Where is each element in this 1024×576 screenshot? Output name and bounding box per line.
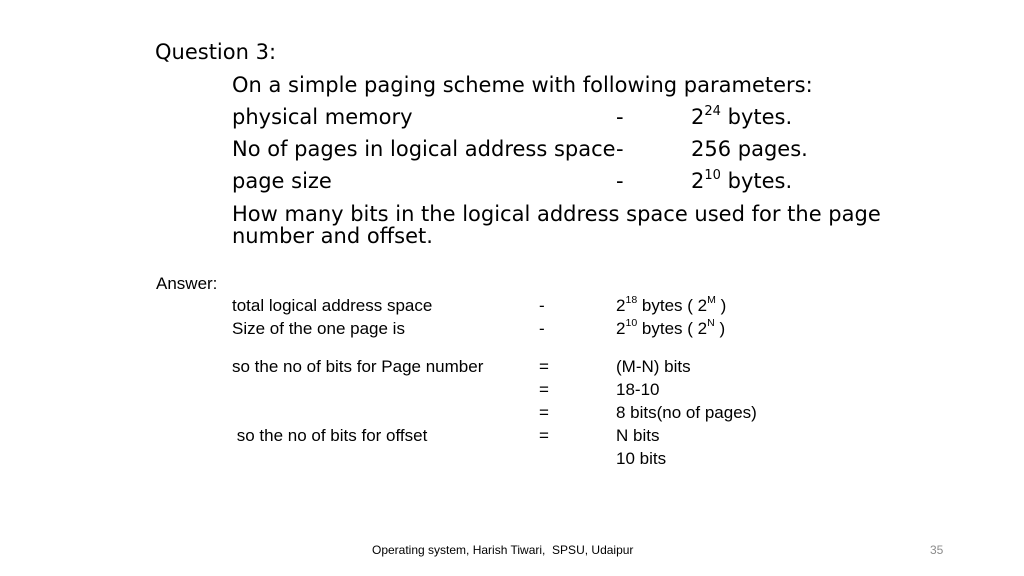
param-label-pages: No of pages in logical address space bbox=[232, 137, 616, 161]
step-value: 10 bits bbox=[616, 449, 667, 468]
page-number: 35 bbox=[930, 543, 944, 557]
step-label-page-number: so the no of bits for Page number bbox=[232, 357, 484, 376]
param-dash: - bbox=[616, 105, 624, 129]
step-label-offset: so the no of bits for offset bbox=[232, 426, 428, 445]
question-ask-line2: number and offset. bbox=[232, 224, 433, 248]
question-intro: On a simple paging scheme with following parameters: bbox=[232, 73, 813, 97]
step-op: = bbox=[539, 426, 549, 445]
param-label-physical-memory: physical memory bbox=[232, 105, 413, 129]
answer-row-value: $2^{10}$ bytes ( $2^N$ ) bbox=[616, 317, 726, 338]
param-label-page-size: page size bbox=[232, 169, 332, 193]
step-op: = bbox=[539, 380, 549, 399]
step-value: (M-N) bits bbox=[616, 357, 691, 376]
param-value-page-size: $2^{10}$ bytes. bbox=[691, 167, 793, 193]
answer-row-op: - bbox=[539, 296, 545, 315]
answer-row-op: - bbox=[539, 319, 545, 338]
step-value: 8 bits(no of pages) bbox=[616, 403, 757, 422]
answer-row-label: total logical address space bbox=[232, 296, 433, 315]
param-dash: - bbox=[616, 169, 624, 193]
param-dash: - bbox=[616, 137, 624, 161]
step-value: 18-10 bbox=[616, 380, 660, 399]
answer-row-label: Size of the one page is bbox=[232, 319, 405, 338]
param-value-physical-memory: $2^{24}$ bytes. bbox=[691, 103, 793, 129]
answer-row-value: $2^{18}$ bytes ( $2^M$ ) bbox=[616, 294, 727, 315]
answer-heading: Answer: bbox=[156, 274, 218, 293]
question-heading: Question 3: bbox=[155, 40, 277, 64]
footer-text: Operating system, Harish Tiwari, SPSU, Udaipur bbox=[372, 543, 634, 557]
param-value-pages: 256 pages. bbox=[691, 137, 808, 161]
step-op: = bbox=[539, 403, 549, 422]
question-ask-line1: How many bits in the logical address space used for the page bbox=[232, 202, 881, 226]
step-op: = bbox=[539, 357, 549, 376]
step-value: N bits bbox=[616, 426, 660, 445]
